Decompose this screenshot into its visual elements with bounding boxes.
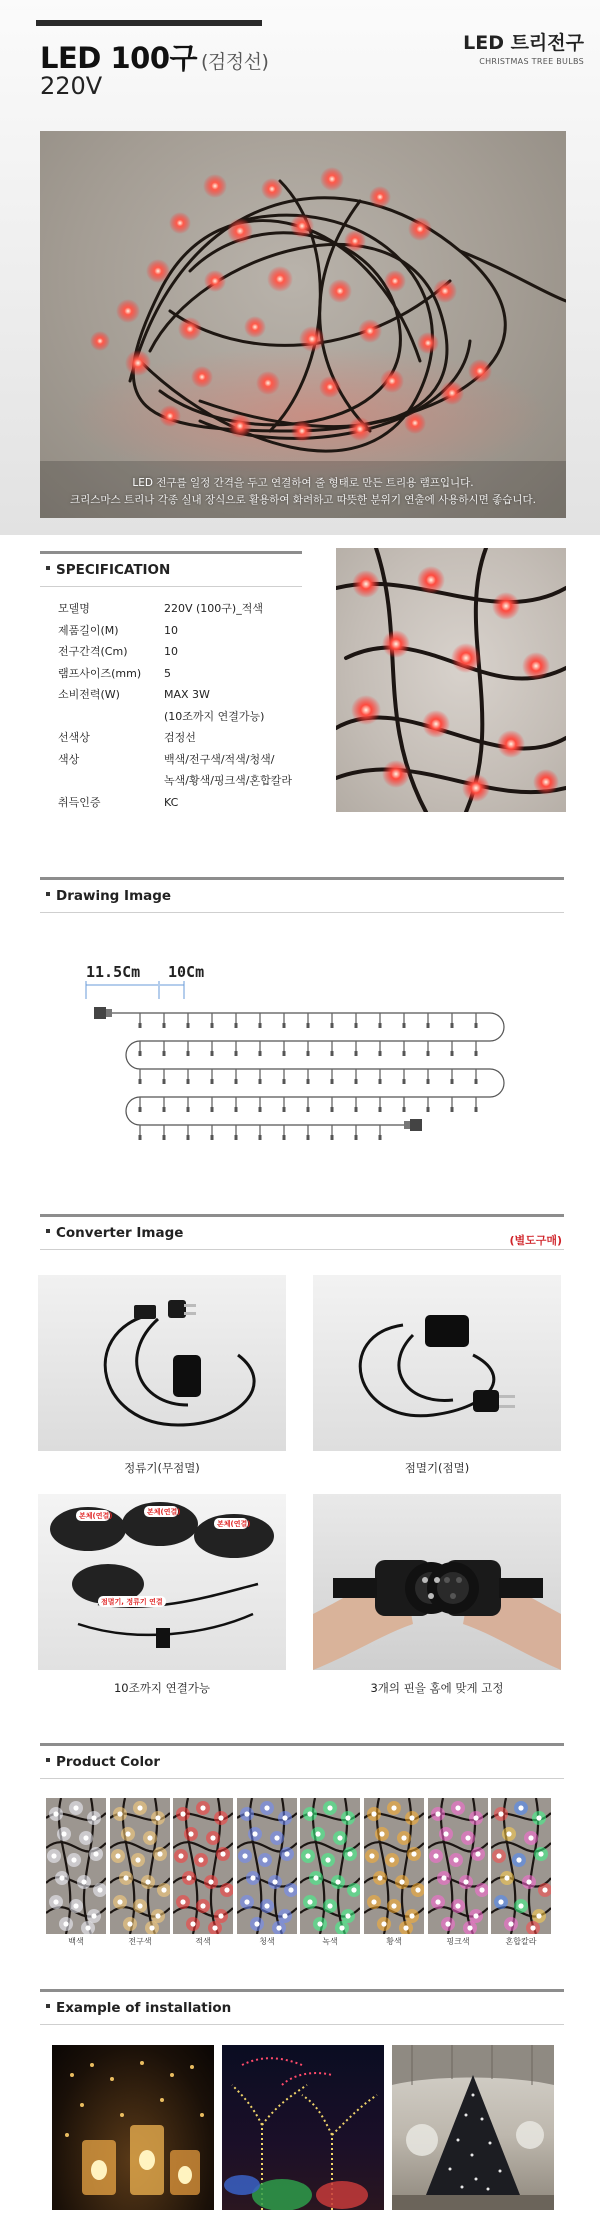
title-main: LED 100구 — [40, 41, 198, 75]
bulb-head — [307, 1023, 310, 1028]
bulb-head — [331, 1107, 334, 1112]
bulb-head — [475, 1023, 478, 1028]
installation-heading-label: Example of installation — [46, 2000, 231, 2016]
color-swatch-photo — [491, 1798, 551, 1934]
flasher-image — [313, 1275, 561, 1451]
bulb-head — [211, 1135, 214, 1140]
spec-row — [58, 663, 318, 685]
bulb-head — [379, 1079, 382, 1084]
spec-table — [58, 598, 318, 813]
bulb-head — [187, 1079, 190, 1084]
bulb-head — [187, 1135, 190, 1140]
spec-row — [58, 792, 318, 814]
bulb-head — [283, 1107, 286, 1112]
spec-row — [58, 770, 318, 792]
spec-key: 취득인증 — [58, 795, 101, 809]
bulb-head — [403, 1023, 406, 1028]
string-wiring-diagram — [80, 955, 520, 1155]
spec-value: 10 — [164, 645, 178, 658]
bulb-head — [283, 1051, 286, 1056]
specification-heading — [40, 551, 302, 587]
color-swatch-label: 적색 — [195, 1937, 211, 1946]
bulb-head — [139, 1107, 142, 1112]
connection-image — [38, 1494, 286, 1670]
drawing-heading-label: Drawing Image — [46, 888, 171, 904]
spec-row — [58, 641, 318, 663]
flasher-photo — [313, 1275, 561, 1451]
garden-lights-image — [222, 2045, 384, 2210]
install-example-photo — [392, 2045, 554, 2210]
hero-caption-line2: 크리스마스 트리나 각종 실내 장식으로 활용하여 화려하고 따뜻한 분위기 연출에 사용하시면 좋습니다. — [69, 494, 537, 506]
bulb-head — [307, 1079, 310, 1084]
bulb-head — [403, 1051, 406, 1056]
dimension-lines — [86, 981, 184, 999]
spec-key: 전구간격(Cm) — [58, 645, 128, 658]
bulb-head — [259, 1079, 262, 1084]
spec-key: 소비전력(W) — [58, 688, 120, 701]
bulb-head — [379, 1023, 382, 1028]
bulb-head — [163, 1023, 166, 1028]
color-swatch-photo — [428, 1798, 488, 1934]
bulb-head — [331, 1079, 334, 1084]
bulb-head — [355, 1051, 358, 1056]
bulb-marks — [139, 1013, 478, 1140]
bulb-head — [211, 1107, 214, 1112]
product-color-heading-label: Product Color — [46, 1754, 160, 1770]
spec-value: 220V (100구)_적색 — [164, 602, 263, 615]
title-sub: (검정선) — [201, 51, 269, 73]
spec-value: KC — [164, 795, 179, 809]
bulb-head — [331, 1023, 334, 1028]
drawing-heading — [40, 877, 564, 913]
spec-key: 색상 — [58, 752, 80, 766]
bulb-head — [307, 1135, 310, 1140]
bulb-head — [187, 1107, 190, 1112]
bulb-head — [139, 1051, 142, 1056]
bulb-head — [403, 1107, 406, 1112]
bulb-head — [355, 1107, 358, 1112]
bulb-head — [427, 1051, 430, 1056]
spec-value: 백색/전구색/적색/청색/ — [164, 752, 275, 766]
brand-name: LED 트리전구 — [463, 32, 584, 54]
bulb-head — [451, 1023, 454, 1028]
dimension-b-label: 10Cm — [168, 963, 205, 981]
converter-caption: 점멸기(점멸) — [404, 1461, 470, 1475]
input-plug-icon — [94, 1007, 112, 1019]
color-swatch-photo — [237, 1798, 297, 1934]
spec-key: 제품길이(M) — [58, 623, 119, 637]
bulb-head — [235, 1023, 238, 1028]
rectifier-photo — [38, 1275, 286, 1451]
bulb-head — [187, 1051, 190, 1056]
spec-key — [58, 770, 164, 792]
bulb-head — [475, 1107, 478, 1112]
bulb-head — [307, 1107, 310, 1112]
bulb-head — [379, 1107, 382, 1112]
bulb-head — [283, 1023, 286, 1028]
spec-value: MAX 3W — [164, 688, 210, 701]
color-swatch-photo — [364, 1798, 424, 1934]
separate-purchase-note: (별도구매) — [509, 1234, 562, 1247]
product-title — [40, 36, 268, 77]
connection-photo — [38, 1494, 286, 1670]
bulb-head — [283, 1079, 286, 1084]
bulb-head — [355, 1023, 358, 1028]
pin-connector-image — [313, 1494, 561, 1670]
bulb-head — [451, 1051, 454, 1056]
led-closeup-photo — [336, 548, 566, 812]
hero-photo — [40, 131, 566, 518]
color-swatch-label: 핑크색 — [446, 1937, 470, 1946]
photo-label: 본체(연결) — [147, 1508, 181, 1516]
spec-key: 선색상 — [58, 731, 90, 744]
color-swatch-photo — [300, 1798, 360, 1934]
bulb-head — [355, 1135, 358, 1140]
bulb-head — [355, 1079, 358, 1084]
product-color-heading — [40, 1743, 564, 1779]
specification-heading-label: SPECIFICATION — [46, 562, 170, 578]
color-swatch-label: 녹색 — [322, 1937, 338, 1946]
pin-connector-photo — [313, 1494, 561, 1670]
candle-jars-image — [52, 2045, 214, 2210]
bulb-head — [475, 1079, 478, 1084]
wire-path — [106, 1013, 504, 1125]
bulb-head — [283, 1135, 286, 1140]
photo-label: 본체(연결) — [217, 1520, 251, 1528]
bulb-head — [163, 1079, 166, 1084]
bulb-head — [259, 1107, 262, 1112]
bulb-head — [427, 1023, 430, 1028]
converter-heading — [40, 1214, 564, 1250]
led-string-photo — [40, 131, 566, 518]
brand-subtitle: CHRISTMAS TREE BULBS — [479, 57, 584, 66]
spec-photo — [336, 548, 566, 812]
bulb-head — [235, 1107, 238, 1112]
spec-value: 10 — [164, 623, 178, 637]
install-example-photo — [52, 2045, 214, 2210]
converter-caption: 정류기(무점멸) — [124, 1461, 200, 1475]
spec-row — [58, 706, 318, 728]
bulb-head — [139, 1079, 142, 1084]
color-swatch-label: 혼합칼라 — [505, 1937, 537, 1946]
color-swatch-label: 황색 — [386, 1937, 402, 1946]
bulb-head — [307, 1051, 310, 1056]
color-swatch-label: 청색 — [259, 1937, 275, 1946]
spec-key: 램프사이즈(mm) — [58, 666, 142, 680]
bulb-head — [139, 1135, 142, 1140]
bulb-head — [403, 1079, 406, 1084]
bulb-head — [475, 1051, 478, 1056]
converter-heading-label: Converter Image — [46, 1225, 183, 1241]
spec-key: 모델명 — [58, 602, 90, 615]
bulb-head — [235, 1135, 238, 1140]
title-accent-bar — [36, 20, 262, 26]
bulb-head — [211, 1023, 214, 1028]
bulb-head — [163, 1107, 166, 1112]
bulb-head — [379, 1135, 382, 1140]
installation-heading — [40, 1989, 564, 2025]
bulb-head — [211, 1079, 214, 1084]
bulb-head — [139, 1023, 142, 1028]
voltage-label: 220V — [40, 72, 103, 100]
spec-row — [58, 727, 318, 749]
bulb-head — [379, 1051, 382, 1056]
bulb-head — [187, 1023, 190, 1028]
install-example-photo — [222, 2045, 384, 2210]
color-swatch-photo — [110, 1798, 170, 1934]
bulb-head — [451, 1079, 454, 1084]
hero-section — [0, 0, 600, 535]
spec-key — [58, 706, 164, 728]
bulb-head — [163, 1051, 166, 1056]
converter-caption: 3개의 핀을 홈에 맞게 고정 — [370, 1681, 504, 1695]
spec-value: (10조까지 연결가능) — [164, 709, 265, 723]
spec-row — [58, 620, 318, 642]
bulb-head — [211, 1051, 214, 1056]
dimension-a-label: 11.5Cm — [86, 963, 141, 981]
mall-tree-image — [392, 2045, 554, 2210]
output-plug-icon — [404, 1119, 422, 1131]
bulb-head — [331, 1051, 334, 1056]
bulb-head — [259, 1051, 262, 1056]
spec-value: 녹색/황색/핑크색/혼합칼라 — [164, 774, 293, 787]
spec-row — [58, 598, 318, 620]
bulb-head — [451, 1107, 454, 1112]
hero-caption-line1: LED 전구를 일정 간격을 두고 연결하여 줄 형태로 만든 트리용 램프입니다. — [132, 477, 474, 489]
converter-caption: 10조까지 연결가능 — [113, 1681, 211, 1695]
bulb-head — [427, 1079, 430, 1084]
color-swatch-label: 백색 — [68, 1937, 84, 1946]
photo-label: 본체(연결) — [79, 1512, 113, 1520]
spec-row — [58, 749, 318, 771]
bulb-head — [427, 1107, 430, 1112]
color-swatch-photo — [46, 1798, 106, 1934]
bulb-head — [235, 1079, 238, 1084]
rectifier-image — [38, 1275, 286, 1451]
hero-caption — [40, 475, 566, 509]
bulb-head — [259, 1135, 262, 1140]
brand-block — [463, 28, 584, 66]
spec-row — [58, 684, 318, 706]
spec-value: 5 — [164, 666, 171, 680]
photo-label: 점멸기, 정류기 연결 — [101, 1598, 163, 1606]
bulb-head — [163, 1135, 166, 1140]
color-swatch-label: 전구색 — [128, 1937, 152, 1946]
bulb-head — [259, 1023, 262, 1028]
drawing-diagram — [80, 955, 520, 1155]
color-swatch-photo — [173, 1798, 233, 1934]
spec-value: 검정선 — [164, 731, 196, 744]
bulb-head — [331, 1135, 334, 1140]
bulb-head — [235, 1051, 238, 1056]
